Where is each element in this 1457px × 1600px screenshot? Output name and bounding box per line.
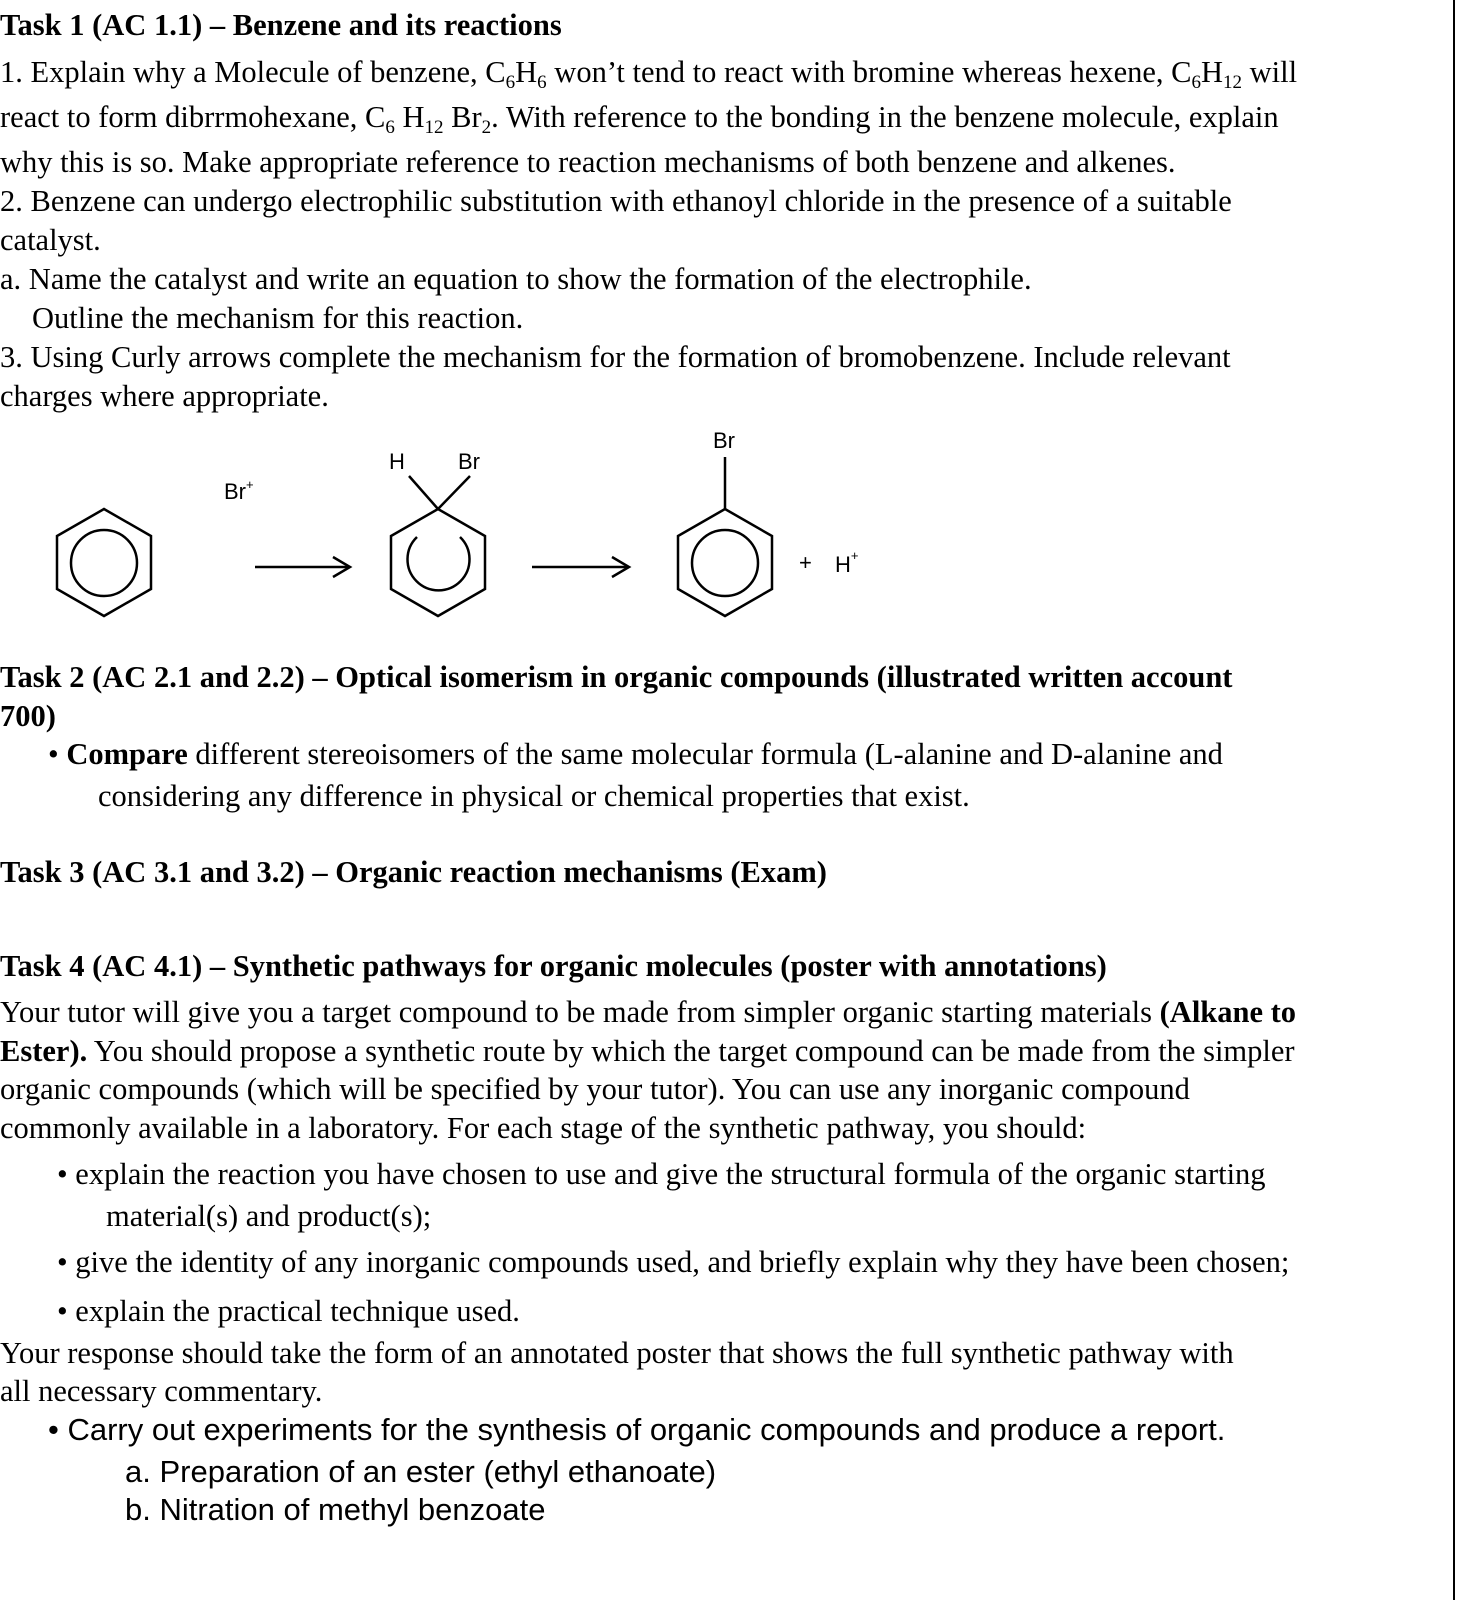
benzene-ring-intermediate: [391, 509, 485, 616]
task1-q1-line3: why this is so. Make appropriate reference to reaction mechanisms of both benzene and alkenes.: [0, 145, 1176, 179]
task1-q1-line1: 1. Explain why a Molecule of benzene, C6H6 won’t tend to react with bromine whereas hexene, C6H12 will: [0, 55, 1298, 93]
task1-q1-line2: react to form dibrrmohexane, C6 H12 Br2. With reference to the bonding in the benzene molecule, explain: [0, 100, 1279, 138]
intermediate-br-label: Br: [458, 449, 480, 474]
bond-c-br: [438, 476, 470, 509]
bullet: •: [48, 737, 59, 771]
bond-c-h: [409, 476, 438, 509]
task2-bullet-line1: • Compare different stereoisomers of the same molecular formula (L-alanine and D-alanine and: [48, 737, 1223, 771]
experiment-b: b. Nitration of methyl benzoate: [125, 1492, 546, 1527]
plus-sign: +: [799, 550, 812, 575]
task4-para2-line2: all necessary commentary.: [0, 1374, 323, 1408]
task2-heading-line1: Task 2 (AC 2.1 and 2.2) – Optical isomerism in organic compounds (illustrated written account: [0, 660, 1233, 694]
task1-heading: Task 1 (AC 1.1) – Benzene and its reactions: [0, 8, 562, 42]
task1-q2a-line2: Outline the mechanism for this reaction.: [32, 301, 524, 335]
task4-bullet3: • explain the practical technique used.: [57, 1294, 520, 1328]
aromatic-circle-reactant: [71, 530, 137, 596]
intermediate-h-label: H: [389, 449, 405, 474]
task4-para2-line1: Your response should take the form of an annotated poster that shows the full synthetic pathway with: [0, 1336, 1234, 1370]
task4-heading: Task 4 (AC 4.1) – Synthetic pathways for organic molecules (poster with annotations): [0, 949, 1107, 983]
task1-q3-line1: 3. Using Curly arrows complete the mechanism for the formation of bromobenzene. Include relevant: [0, 340, 1231, 374]
product-br-label: Br: [713, 428, 735, 453]
experiments-bullet: • Carry out experiments for the synthesis of organic compounds and produce a report.: [48, 1412, 1226, 1447]
task4-para1-line4: commonly available in a laboratory. For each stage of the synthetic pathway, you should:: [0, 1111, 1087, 1145]
task4-bullet1-line1: • explain the reaction you have chosen to use and give the structural formula of the organic starting: [57, 1157, 1266, 1191]
task4-para1-line2: Ester). You should propose a synthetic route by which the target compound can be made from the simpler: [0, 1034, 1295, 1068]
task1-q3-line2: charges where appropriate.: [0, 379, 329, 413]
task2-heading-line2: 700): [0, 699, 56, 733]
task4-para1-line3: organic compounds (which will be specified by your tutor). You can use any inorganic compound: [0, 1072, 1190, 1106]
proton-label: H+: [835, 548, 859, 577]
electrophile-label: Br+: [224, 477, 254, 504]
right-border: [1453, 0, 1455, 1600]
task4-bullet1-line2: material(s) and product(s);: [106, 1199, 432, 1233]
task3-heading: Task 3 (AC 3.1 and 3.2) – Organic reaction mechanisms (Exam): [0, 855, 827, 889]
bromination-mechanism-diagram: [0, 425, 920, 635]
task4-bullet2: • give the identity of any inorganic compounds used, and briefly explain why they have been chosen;: [57, 1245, 1290, 1279]
aromatic-circle-product: [692, 530, 758, 596]
experiment-a: a. Preparation of an ester (ethyl ethanoate): [125, 1454, 717, 1489]
task1-q2-line2: catalyst.: [0, 223, 101, 257]
task2-bullet-line2: considering any difference in physical or chemical properties that exist.: [98, 779, 970, 813]
task4-para1-line1: Your tutor will give you a target compound to be made from simpler organic starting materials (Alkane to: [0, 995, 1297, 1029]
delocalised-arc-intermediate: [407, 537, 469, 590]
task1-q2a-line1: a. Name the catalyst and write an equation to show the formation of the electrophile.: [0, 262, 1032, 296]
task1-q2-line1: 2. Benzene can undergo electrophilic substitution with ethanoyl chloride in the presence of a suitable: [0, 184, 1232, 218]
